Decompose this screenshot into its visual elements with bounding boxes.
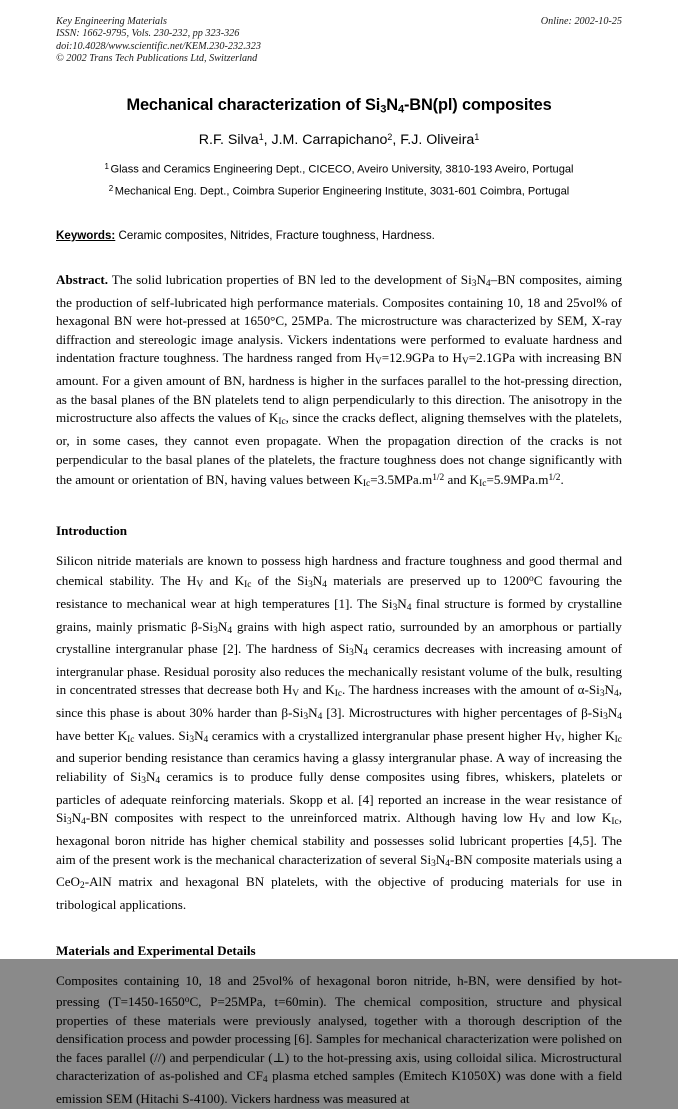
intro-t14: . The hardness increases with the amount of α-Si: [342, 682, 600, 698]
author-1-affil-marker: 1: [258, 132, 264, 143]
intro-t19: N: [607, 705, 618, 721]
intro-t7: N: [397, 595, 407, 611]
intro-s12: Ic: [334, 689, 343, 700]
materials-s1: 4: [262, 1075, 268, 1086]
abstract-t2: N: [476, 271, 486, 287]
title-sub-1: 3: [380, 103, 387, 116]
intro-t8: final structure is formed by crystalline grains, mainly prismatic β-Si: [56, 595, 622, 634]
keywords-label: Keywords:: [56, 228, 116, 242]
intro-s30: 3: [431, 858, 436, 869]
intro-s17: 3: [603, 712, 608, 723]
intro-s26: 3: [66, 817, 72, 828]
abstract-s7: Ic: [479, 479, 487, 490]
materials-p1: o: [184, 995, 190, 1006]
intro-t23: ceramics with a crystallized intergranular phase present higher H: [208, 727, 555, 743]
intro-t5: materials are preserved up to 1200: [326, 573, 530, 589]
abstract-paragraph: [56, 271, 622, 494]
intro-t34: -AlN matrix and hexagonal BN platelets, with the objective of producing materials for use in tribological applications.: [56, 874, 622, 912]
journal-header: [56, 16, 622, 66]
intro-t17: N: [308, 705, 318, 721]
intro-s9: 3: [349, 648, 354, 659]
intro-t29: -BN composites with respect to the unreinforced matrix. Although having low H: [85, 810, 539, 826]
intro-t22: N: [194, 727, 204, 743]
intro-p1: o: [529, 574, 534, 585]
title-part-1: Mechanical characterization of Si: [126, 95, 381, 114]
journal-issn-line: ISSN: 1662-9795, Vols. 230-232, pp 323-326: [56, 28, 240, 40]
intro-s8: 4: [227, 625, 233, 636]
section-heading-introduction: Introduction: [56, 522, 128, 538]
intro-t13: and K: [299, 682, 335, 698]
author-3-affil-marker: 1: [474, 132, 480, 143]
intro-t10: grains with high aspect ratio, surrounded by an amorphous or partially crystalline intergranular phase [2]. The hardness of Si: [56, 618, 622, 657]
abstract-t1: The solid lubrication properties of BN led to the development of Si: [108, 271, 472, 287]
affiliation-list: [56, 159, 622, 200]
intro-t9: N: [217, 618, 228, 634]
abstract-t7: =3.5MPa.m: [370, 472, 433, 488]
intro-t16: , since this phase is about 30% harder than β-Si: [56, 682, 622, 721]
page-content: [56, 16, 622, 1109]
intro-t32: N: [435, 851, 446, 867]
intro-t2: and K: [203, 573, 245, 589]
affiliation-1-text: Glass and Ceramics Engineering Dept., CICECO, Aveiro University, 3810-193 Aveiro, Portugal: [110, 163, 574, 176]
affiliation-1-marker: 1: [104, 162, 109, 172]
affiliation-1: [56, 159, 622, 178]
intro-s13: 3: [599, 689, 605, 700]
intro-s6: 4: [406, 602, 412, 613]
intro-s22: V: [554, 734, 562, 745]
abstract-p2: 1/2: [548, 473, 561, 484]
intro-t1: Silicon nitride materials are known to possess high hardness and fracture toughness and good thermal and chemical stability. The H: [56, 552, 622, 589]
intro-s32: 2: [80, 881, 85, 892]
intro-t33: -BN composite materials using a CeO: [56, 851, 622, 890]
affiliation-2-text: Mechanical Eng. Dept., Coimbra Superior Engineering Institute, 3031-601 Coimbra, Portugal: [114, 185, 570, 198]
affiliation-2-marker: 2: [108, 184, 114, 194]
abstract-s2: 4: [485, 279, 491, 290]
intro-s24: 3: [141, 776, 146, 787]
author-list: [56, 129, 622, 149]
intro-t25: and superior bending resistance than ceramics having a glassy intergranular phase. A way of increasing the reliability of Si: [56, 750, 622, 785]
journal-doi-line: doi:10.4028/www.scientific.net/KEM.230-232.323: [56, 40, 261, 52]
abstract-heading: Abstract.: [56, 271, 108, 287]
intro-t30: and low K: [545, 810, 612, 826]
introduction-paragraph: [56, 552, 622, 915]
intro-s20: 3: [189, 734, 195, 745]
spacer-after-materials-heading: [56, 960, 622, 972]
section-heading-materials: Materials and Experimental Details: [56, 943, 256, 959]
intro-s10: 4: [363, 648, 368, 659]
author-2-affil-marker: 2: [387, 132, 393, 143]
intro-t27: ceramics is to produce fully dense composites using fibres, whiskers, platelets or particles of adequate reinforcing materials. Skopp et al. [4] reported an increase in the wear resistance of Si: [56, 769, 622, 826]
abstract-t8: and K: [444, 472, 480, 488]
intro-t6: C favouring the resistance to mechanical wear at high temperatures [1]. The Si: [56, 573, 622, 611]
intro-s19: Ic: [127, 734, 135, 745]
intro-s5: 3: [392, 602, 398, 613]
intro-s3: 3: [308, 580, 313, 591]
intro-t11: N: [353, 641, 364, 657]
author-sep-2: ,: [392, 132, 401, 149]
intro-s18: 4: [617, 712, 622, 723]
intro-s31: 4: [445, 858, 450, 869]
author-2-name: J.M. Carrapichano: [271, 132, 388, 149]
abstract-t4: =12.9GPa to H: [381, 350, 462, 366]
intro-s29: Ic: [611, 817, 619, 828]
materials-t1: Composites containing 10, 18 and 25vol% of hexagonal boron nitride, h-BN, were densified by hot-pressing (T=1450-1650: [56, 973, 622, 1009]
journal-name: Key Engineering Materials: [56, 16, 167, 27]
abstract-t10: .: [560, 472, 564, 488]
intro-t12: ceramics decreases with increasing amount of intergranular phase. Residual porosity also reduces the mechanically resistant volume of the bulk, resulting in concentrated stresses that decrease both H: [56, 641, 622, 698]
page-title: [56, 95, 622, 119]
materials-paragraph: [56, 972, 622, 1108]
abstract-p1: 1/2: [432, 473, 445, 484]
abstract-s1: 3: [471, 279, 477, 290]
keywords-line: [56, 228, 622, 243]
intro-t21: values. Si: [134, 727, 190, 743]
materials-t2: C, P=25MPa, t=60min). The chemical composition, structure and physical properties of these materials were previously analysed, together with a thorough description of the densification process and powder processing [6]. Samples for mechanical characterization were polished on the faces parallel (//) and perpendicular (⊥) to the hot-pressing axis, using colloidal silica. Microstructural characterization of as-polished and CF: [56, 994, 622, 1084]
intro-s14: 4: [614, 689, 619, 700]
author-3-name: F.J. Oliveira: [400, 132, 475, 149]
intro-s7: 3: [213, 625, 218, 636]
title-sub-2: 4: [397, 103, 404, 116]
intro-s28: V: [538, 817, 546, 828]
intro-s27: 4: [81, 817, 86, 828]
abstract-t5: =2.1GPa with increasing BN amount. For a given amount of BN, hardness is higher in the surfaces parallel to the hot-pressing direction, as the basal planes of the BN platelets tend to align perpendicularly to this direction. The anisotropy in the microstructure also affects the values of K: [56, 350, 622, 426]
intro-s16: 4: [317, 712, 323, 723]
abstract-t3: –BN composites, aiming the production of self-lubricated high performance materials. Composites containing 10, 18 and 25vol% of hexagonal BN were hot-pressed at 1650°C, 25MPa. The microstructure was characterized by SEM, X-ray diffraction and stereologic image analysis. Vickers indentations were performed to evaluate hardness and indentation fracture toughness. The hardness ranged from H: [56, 271, 622, 366]
intro-t4: N: [312, 573, 323, 589]
intro-s15: 3: [303, 712, 309, 723]
author-sep-1: ,: [263, 132, 272, 149]
abstract-t6: , since the cracks deflect, aligning themselves with the platelets, or, in some cases, they cannot even propagate. When the propagation direction of the cracks is not perpendicular to the basal planes of the platelets, the fracture toughness does not change significantly with the amount or orientation of BN, having values between K: [56, 410, 623, 488]
title-part-2: N: [386, 95, 398, 114]
online-date: Online: 2002-10-25: [540, 16, 622, 27]
intro-s4: 4: [322, 580, 327, 591]
abstract-s3: V: [374, 357, 382, 368]
spacer-before-abstract: [56, 243, 622, 271]
intro-t20: have better K: [56, 727, 128, 743]
intro-t26: N: [145, 769, 156, 785]
spacer-after-intro-heading: [56, 540, 622, 552]
title-part-3: -BN(pl) composites: [403, 95, 552, 114]
journal-copyright-line: © 2002 Trans Tech Publications Ltd, Switzerland: [56, 53, 258, 65]
intro-s1: V: [196, 580, 204, 591]
affiliation-2: [56, 181, 622, 200]
intro-t15: N: [604, 682, 614, 698]
intro-s21: 4: [203, 734, 209, 745]
intro-s25: 4: [155, 776, 161, 787]
intro-t31: , hexagonal boron nitride has higher chemical stability and possesses solid lubricant properties [4,5]. The aim of the present work is the mechanical characterization of several Si: [56, 810, 622, 867]
intro-t18: [3]. Microstructures with higher percentages of β-Si: [322, 705, 604, 721]
intro-s2: Ic: [244, 580, 252, 591]
intro-s11: V: [292, 689, 300, 700]
intro-t28: N: [71, 810, 82, 826]
author-1-name: R.F. Silva: [198, 132, 259, 149]
abstract-t9: =5.9MPa.m: [486, 472, 549, 488]
intro-s23: Ic: [614, 734, 622, 745]
intro-t24: , higher K: [561, 727, 615, 743]
spacer-before-materials: [56, 914, 622, 942]
abstract-s4: V: [461, 357, 469, 368]
abstract-s6: Ic: [362, 479, 371, 490]
abstract-s5: Ic: [278, 417, 286, 428]
spacer-before-introduction: [56, 494, 622, 522]
keywords-value: Ceramic composites, Nitrides, Fracture toughness, Hardness.: [115, 228, 435, 242]
intro-t3: of the Si: [251, 573, 309, 589]
materials-t3: plasma etched samples (Emitech K1050X) was done with a field emission SEM (Hitachi S-4100). Vickers hardness was measured at: [56, 1068, 622, 1107]
